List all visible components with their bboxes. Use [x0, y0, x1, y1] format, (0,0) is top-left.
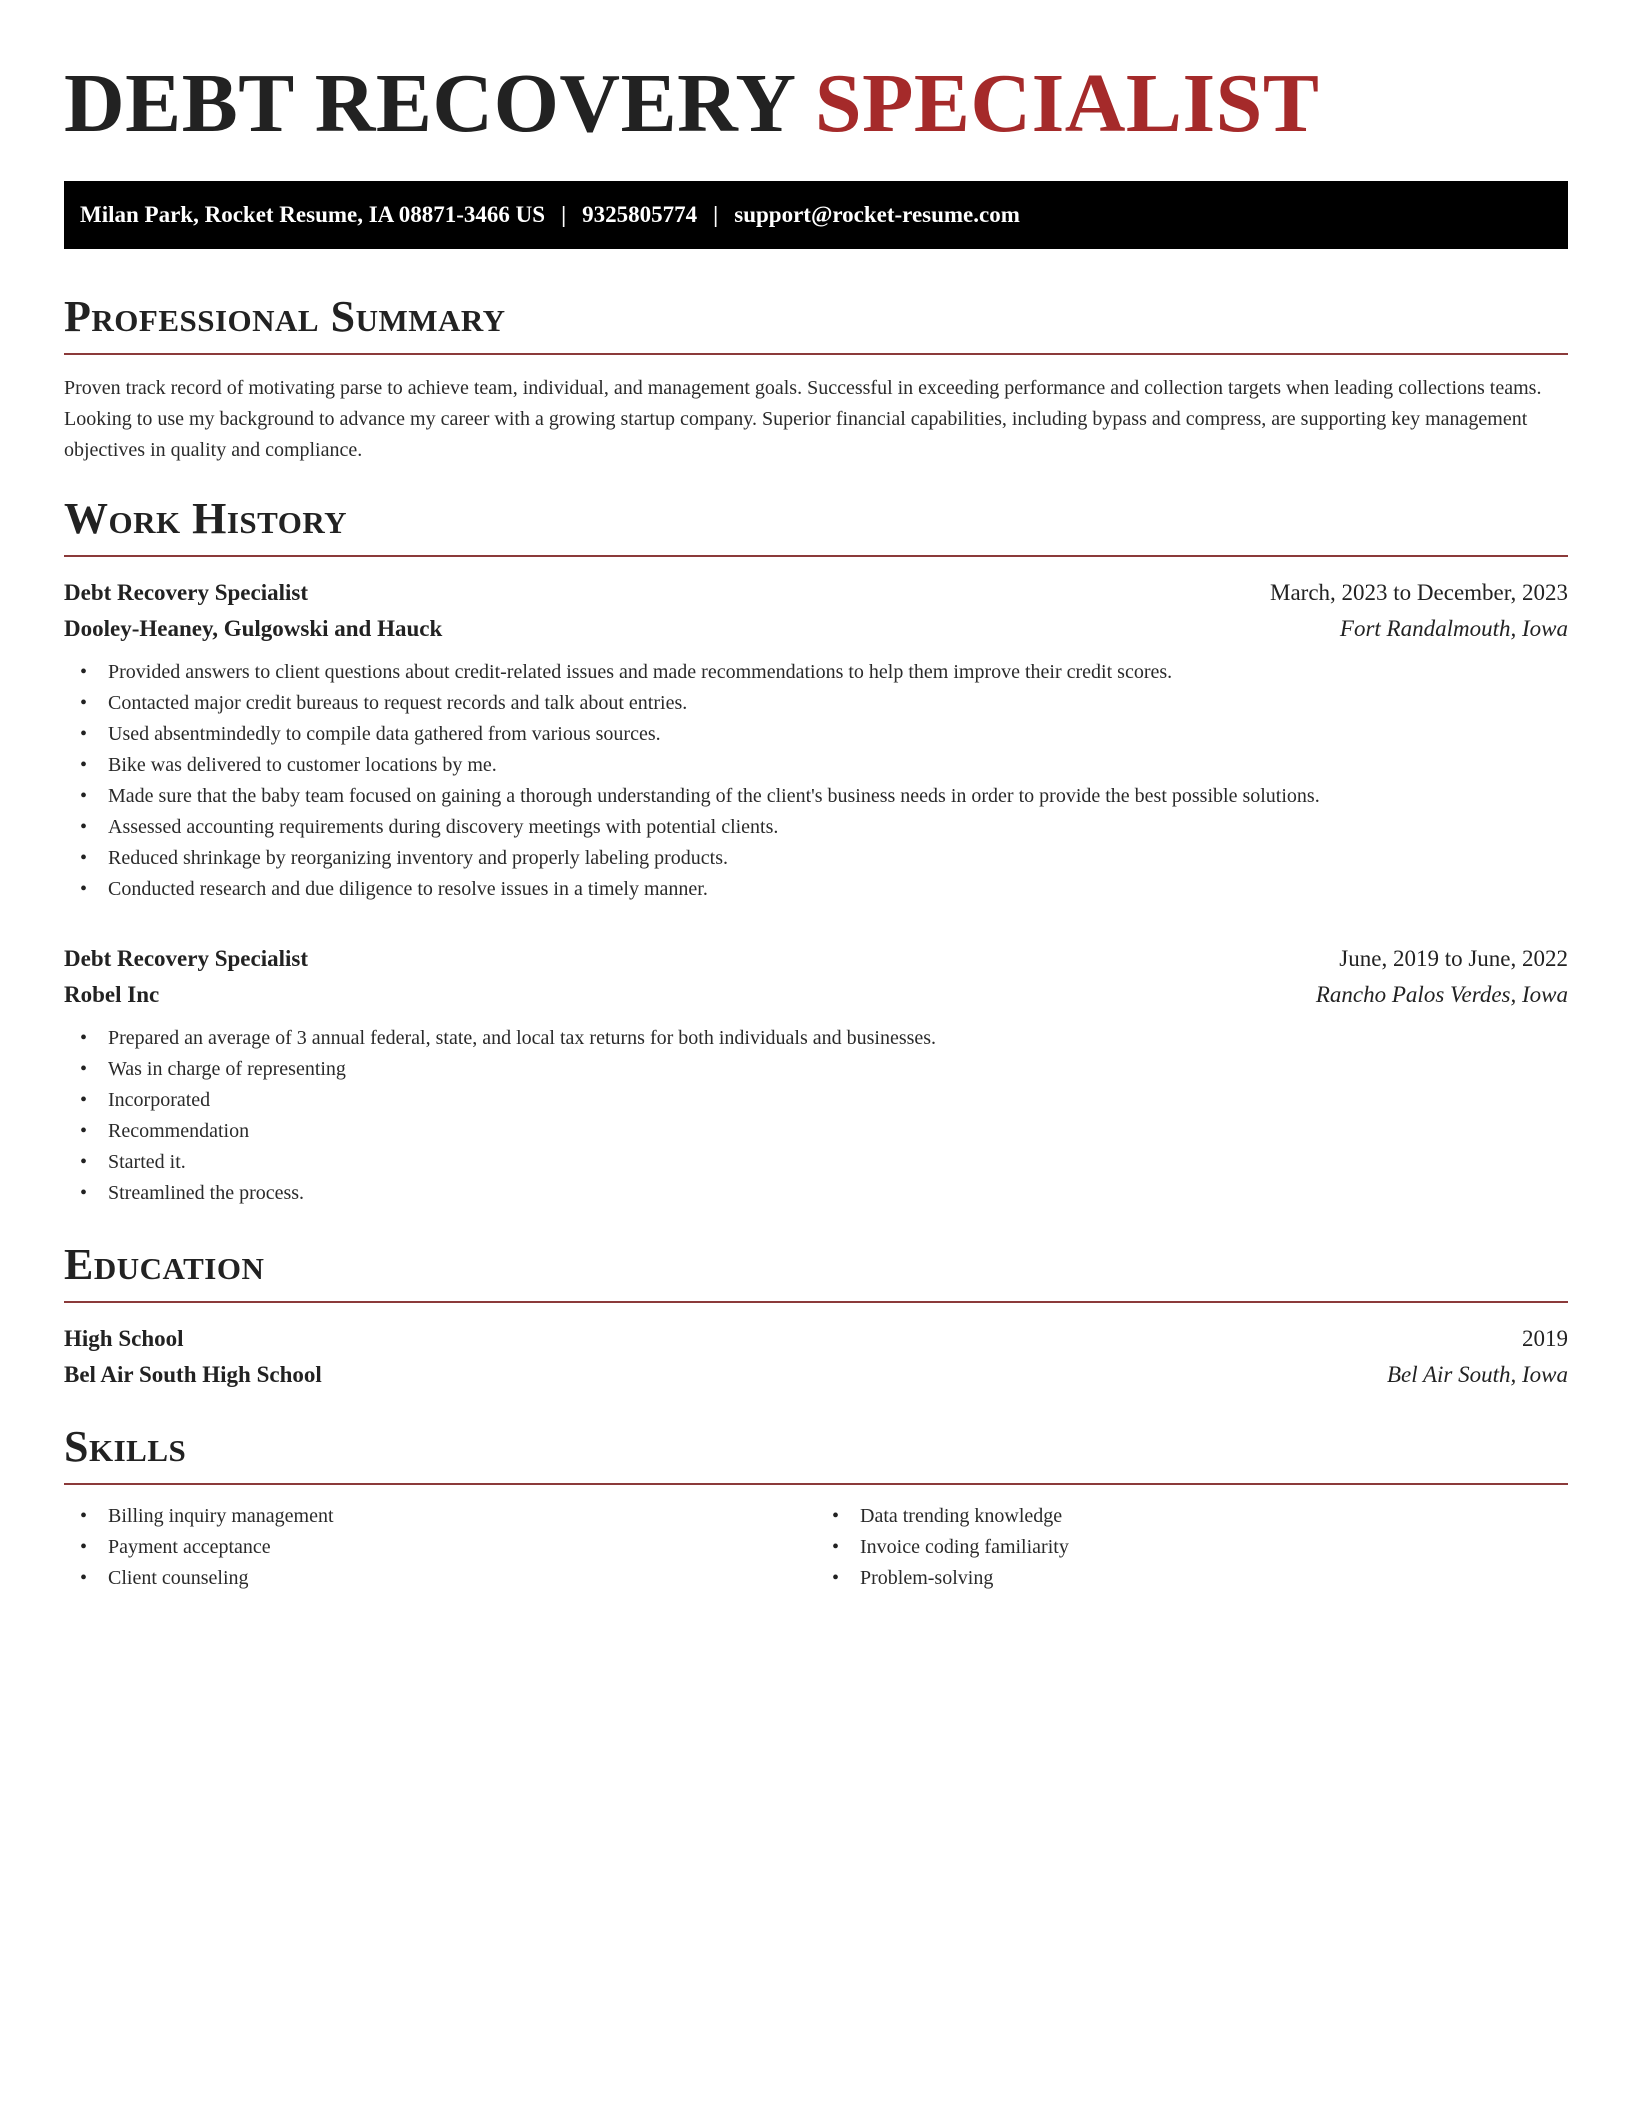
summary-text: Proven track record of motivating parse to achieve team, individual, and management goals. Successful in exceeding performance and collection targets when leading collections teams. Looking to use my background to advance my career with a growing startup company. Superior financial capabilities, including bypass and compress, are supporting key management objectives in quality and compliance. [64, 377, 1542, 461]
education-degree-row [64, 1321, 1568, 1357]
job-bullet: • Started it. [80, 1147, 1568, 1178]
contact-bar [64, 181, 1568, 249]
job-location: Fort Randalmouth, Iowa [1339, 616, 1568, 641]
work-history-section [64, 493, 1568, 1209]
education-location: Bel Air South, Iowa [1386, 1362, 1568, 1387]
job-bullet: • Prepared an average of 3 annual federal, state, and local tax returns for both individuals and businesses. [80, 1023, 1568, 1054]
job-bullets [64, 1023, 1568, 1209]
job-entry [64, 941, 1568, 1209]
job-bullet: • Assessed accounting requirements during discovery meetings with potential clients. [80, 812, 1568, 843]
skills-column-right [816, 1501, 1568, 1594]
skill-item: • Billing inquiry management [80, 1501, 816, 1532]
education-school: Bel Air South High School [64, 1362, 322, 1387]
resume-title [64, 58, 1568, 150]
skill-item: • Payment acceptance [80, 1532, 816, 1563]
skills-column-left [64, 1501, 816, 1594]
job-dates: March, 2023 to December, 2023 [1270, 580, 1568, 605]
job-bullet: • Incorporated [80, 1085, 1568, 1116]
education-school-row [64, 1357, 1568, 1393]
job-company: Dooley-Heaney, Gulgowski and Hauck [64, 616, 443, 641]
summary-heading: Professional Summary [64, 291, 1568, 355]
title-accent: SPECIALIST [814, 57, 1320, 150]
job-bullet: • Streamlined the process. [80, 1178, 1568, 1209]
job-bullet: • Provided answers to client questions about credit-related issues and made recommendations to help them improve their credit scores. [80, 657, 1568, 688]
contact-address: Milan Park, Rocket Resume, IA 08871-3466 US [80, 202, 546, 227]
contact-separator: | [561, 202, 567, 227]
job-bullet: • Conducted research and due diligence to resolve issues in a timely manner. [80, 874, 1568, 905]
job-company-row [64, 611, 1568, 647]
title-main: DEBT RECOVERY [64, 57, 794, 150]
job-location: Rancho Palos Verdes, Iowa [1315, 982, 1568, 1007]
education-entry [64, 1321, 1568, 1393]
job-title: Debt Recovery Specialist [64, 580, 308, 605]
skill-item: • Data trending knowledge [832, 1501, 1568, 1532]
job-company: Robel Inc [64, 982, 160, 1007]
job-title-row [64, 575, 1568, 611]
job-bullets [64, 657, 1568, 905]
contact-email: support@rocket-resume.com [734, 202, 1020, 227]
job-company-row [64, 977, 1568, 1013]
job-bullet: • Recommendation [80, 1116, 1568, 1147]
job-bullet: • Used absentmindedly to compile data gathered from various sources. [80, 719, 1568, 750]
job-entry [64, 575, 1568, 905]
contact-separator: | [713, 202, 719, 227]
education-heading: Education [64, 1239, 1568, 1303]
job-title-row [64, 941, 1568, 977]
job-bullet: • Made sure that the baby team focused on gaining a thorough understanding of the client's business needs in order to provide the best possible solutions. [80, 781, 1568, 812]
education-year: 2019 [1522, 1326, 1568, 1351]
skill-item: • Client counseling [80, 1563, 816, 1594]
skills-heading: Skills [64, 1421, 1568, 1485]
skill-item: • Invoice coding familiarity [832, 1532, 1568, 1563]
job-bullet: • Bike was delivered to customer locations by me. [80, 750, 1568, 781]
job-dates: June, 2019 to June, 2022 [1339, 946, 1568, 971]
contact-phone: 9325805774 [582, 202, 698, 227]
skill-item: • Problem-solving [832, 1563, 1568, 1594]
education-section [64, 1239, 1568, 1393]
job-title: Debt Recovery Specialist [64, 946, 308, 971]
job-bullet: • Reduced shrinkage by reorganizing inventory and properly labeling products. [80, 843, 1568, 874]
education-degree: High School [64, 1326, 184, 1351]
job-bullet: • Was in charge of representing [80, 1054, 1568, 1085]
summary-section [64, 291, 1568, 466]
skills-section [64, 1421, 1568, 1594]
skills-grid [64, 1501, 1568, 1594]
work-history-heading: Work History [64, 493, 1568, 557]
job-bullet: • Contacted major credit bureaus to request records and talk about entries. [80, 688, 1568, 719]
